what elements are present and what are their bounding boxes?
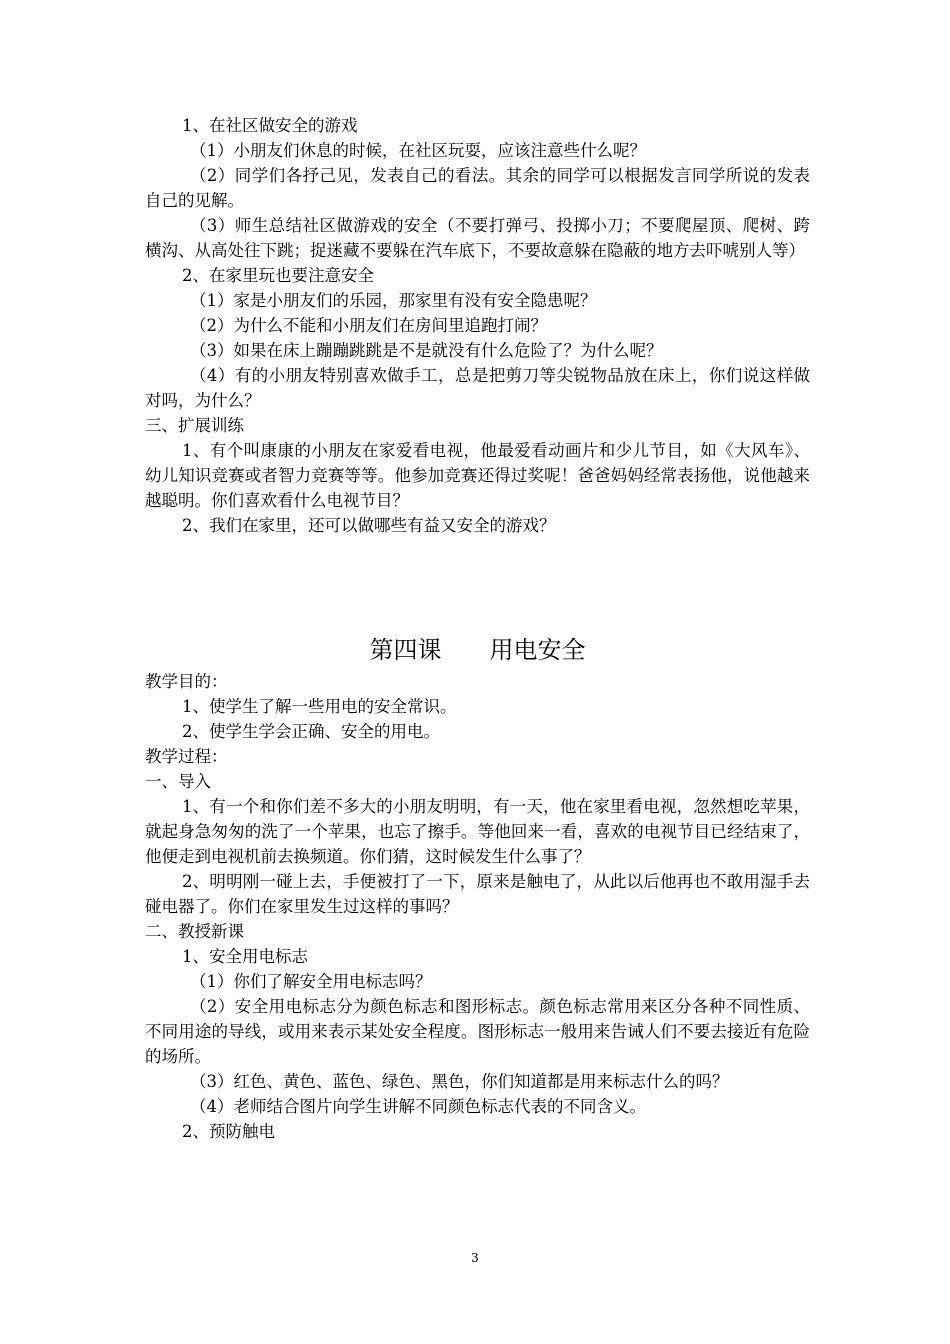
- item1-question-3: （3）师生总结社区做游戏的安全（不要打弹弓、投掷小刀；不要爬屋顶、爬树、跨横沟、从高处往下跳；捉迷藏不要躲在汽车底下，不要故意躲在隐蔽的地方去吓唬别人等）: [145, 216, 810, 260]
- part3-paragraph-2: 2、我们在家里，还可以做哪些有益又安全的游戏？: [182, 516, 556, 535]
- part1-heading: 一、导入: [145, 772, 211, 791]
- part3-paragraph-1: 1、有个叫康康的小朋友在家爱看电视，他最爱看动画片和少儿节目，如《大风车》、幼儿知识竞赛或者智力竞赛等等。他参加竞赛还得过奖呢！爸爸妈妈经常表扬他，说他越来越聪明。你们喜欢看什么电视节目？: [145, 441, 810, 510]
- page-number: 3: [471, 1251, 479, 1265]
- sub1-question-1: （1）你们了解安全用电标志吗？: [190, 972, 432, 991]
- item1-heading: 1、在社区做安全的游戏: [182, 116, 358, 135]
- part1-paragraph-2: 2、明明刚一碰上去，手便被打了一下，原来是触电了，从此以后他再也不敢用湿手去碰电器了。你们在家里发生过这样的事吗？: [145, 872, 810, 916]
- sub1-question-3: （3）红色、黄色、蓝色、绿色、黑色，你们知道都是用来标志什么的吗？: [190, 1072, 729, 1091]
- goals-heading: 教学目的：: [145, 672, 228, 691]
- sub1-heading: 1、安全用电标志: [182, 947, 308, 966]
- item2-question-1: （1）家是小朋友们的乐园，那家里有没有安全隐患呢？: [190, 291, 597, 310]
- part1-paragraph-1: 1、有一个和你们差不多大的小朋友明明，有一天，他在家里看电视，忽然想吃苹果，就起身急匆匆的洗了一个苹果，也忘了擦手。等他回来一看，喜欢的电视节目已经结束了，他便走到电视机前去换频道。你们猜，这时候发生什么事了？: [145, 797, 810, 866]
- lesson-title: 第四课 用电安全: [369, 636, 586, 664]
- item2-question-3: （3）如果在床上蹦蹦跳跳是不是就没有什么危险了？为什么呢？: [190, 341, 663, 360]
- part3-heading: 三、扩展训练: [145, 416, 244, 435]
- goal-2: 2、使学生学会正确、安全的用电。: [182, 722, 440, 741]
- part2-heading: 二、教授新课: [145, 922, 244, 941]
- sub1-question-2: （2）安全用电标志分为颜色标志和图形标志。颜色标志常用来区分各种不同性质、不同用途的导线，或用来表示某处安全程度。图形标志一般用来告诫人们不要去接近有危险的场所。: [145, 997, 810, 1066]
- item1-question-2: （2）同学们各抒己见，发表自己的看法。其余的同学可以根据发言同学所说的发表自己的见解。: [145, 166, 810, 210]
- sub2-heading: 2、预防触电: [182, 1122, 275, 1141]
- item1-question-1: （1）小朋友们休息的时候，在社区玩耍，应该注意些什么呢？: [190, 141, 646, 160]
- document-page: [145, 113, 810, 1144]
- item2-question-2: （2）为什么不能和小朋友们在房间里追跑打闹？: [190, 316, 547, 335]
- section-gap: [145, 538, 810, 632]
- item2-heading: 2、在家里玩也要注意安全: [182, 266, 374, 285]
- item2-question-4: （4）有的小朋友特别喜欢做手工，总是把剪刀等尖锐物品放在床上，你们说这样做对吗，为什么？: [145, 366, 810, 410]
- goal-1: 1、使学生了解一些用电的安全常识。: [182, 697, 457, 716]
- sub1-question-4: （4）老师结合图片向学生讲解不同颜色标志代表的不同含义。: [190, 1097, 646, 1116]
- process-heading: 教学过程：: [145, 747, 228, 766]
